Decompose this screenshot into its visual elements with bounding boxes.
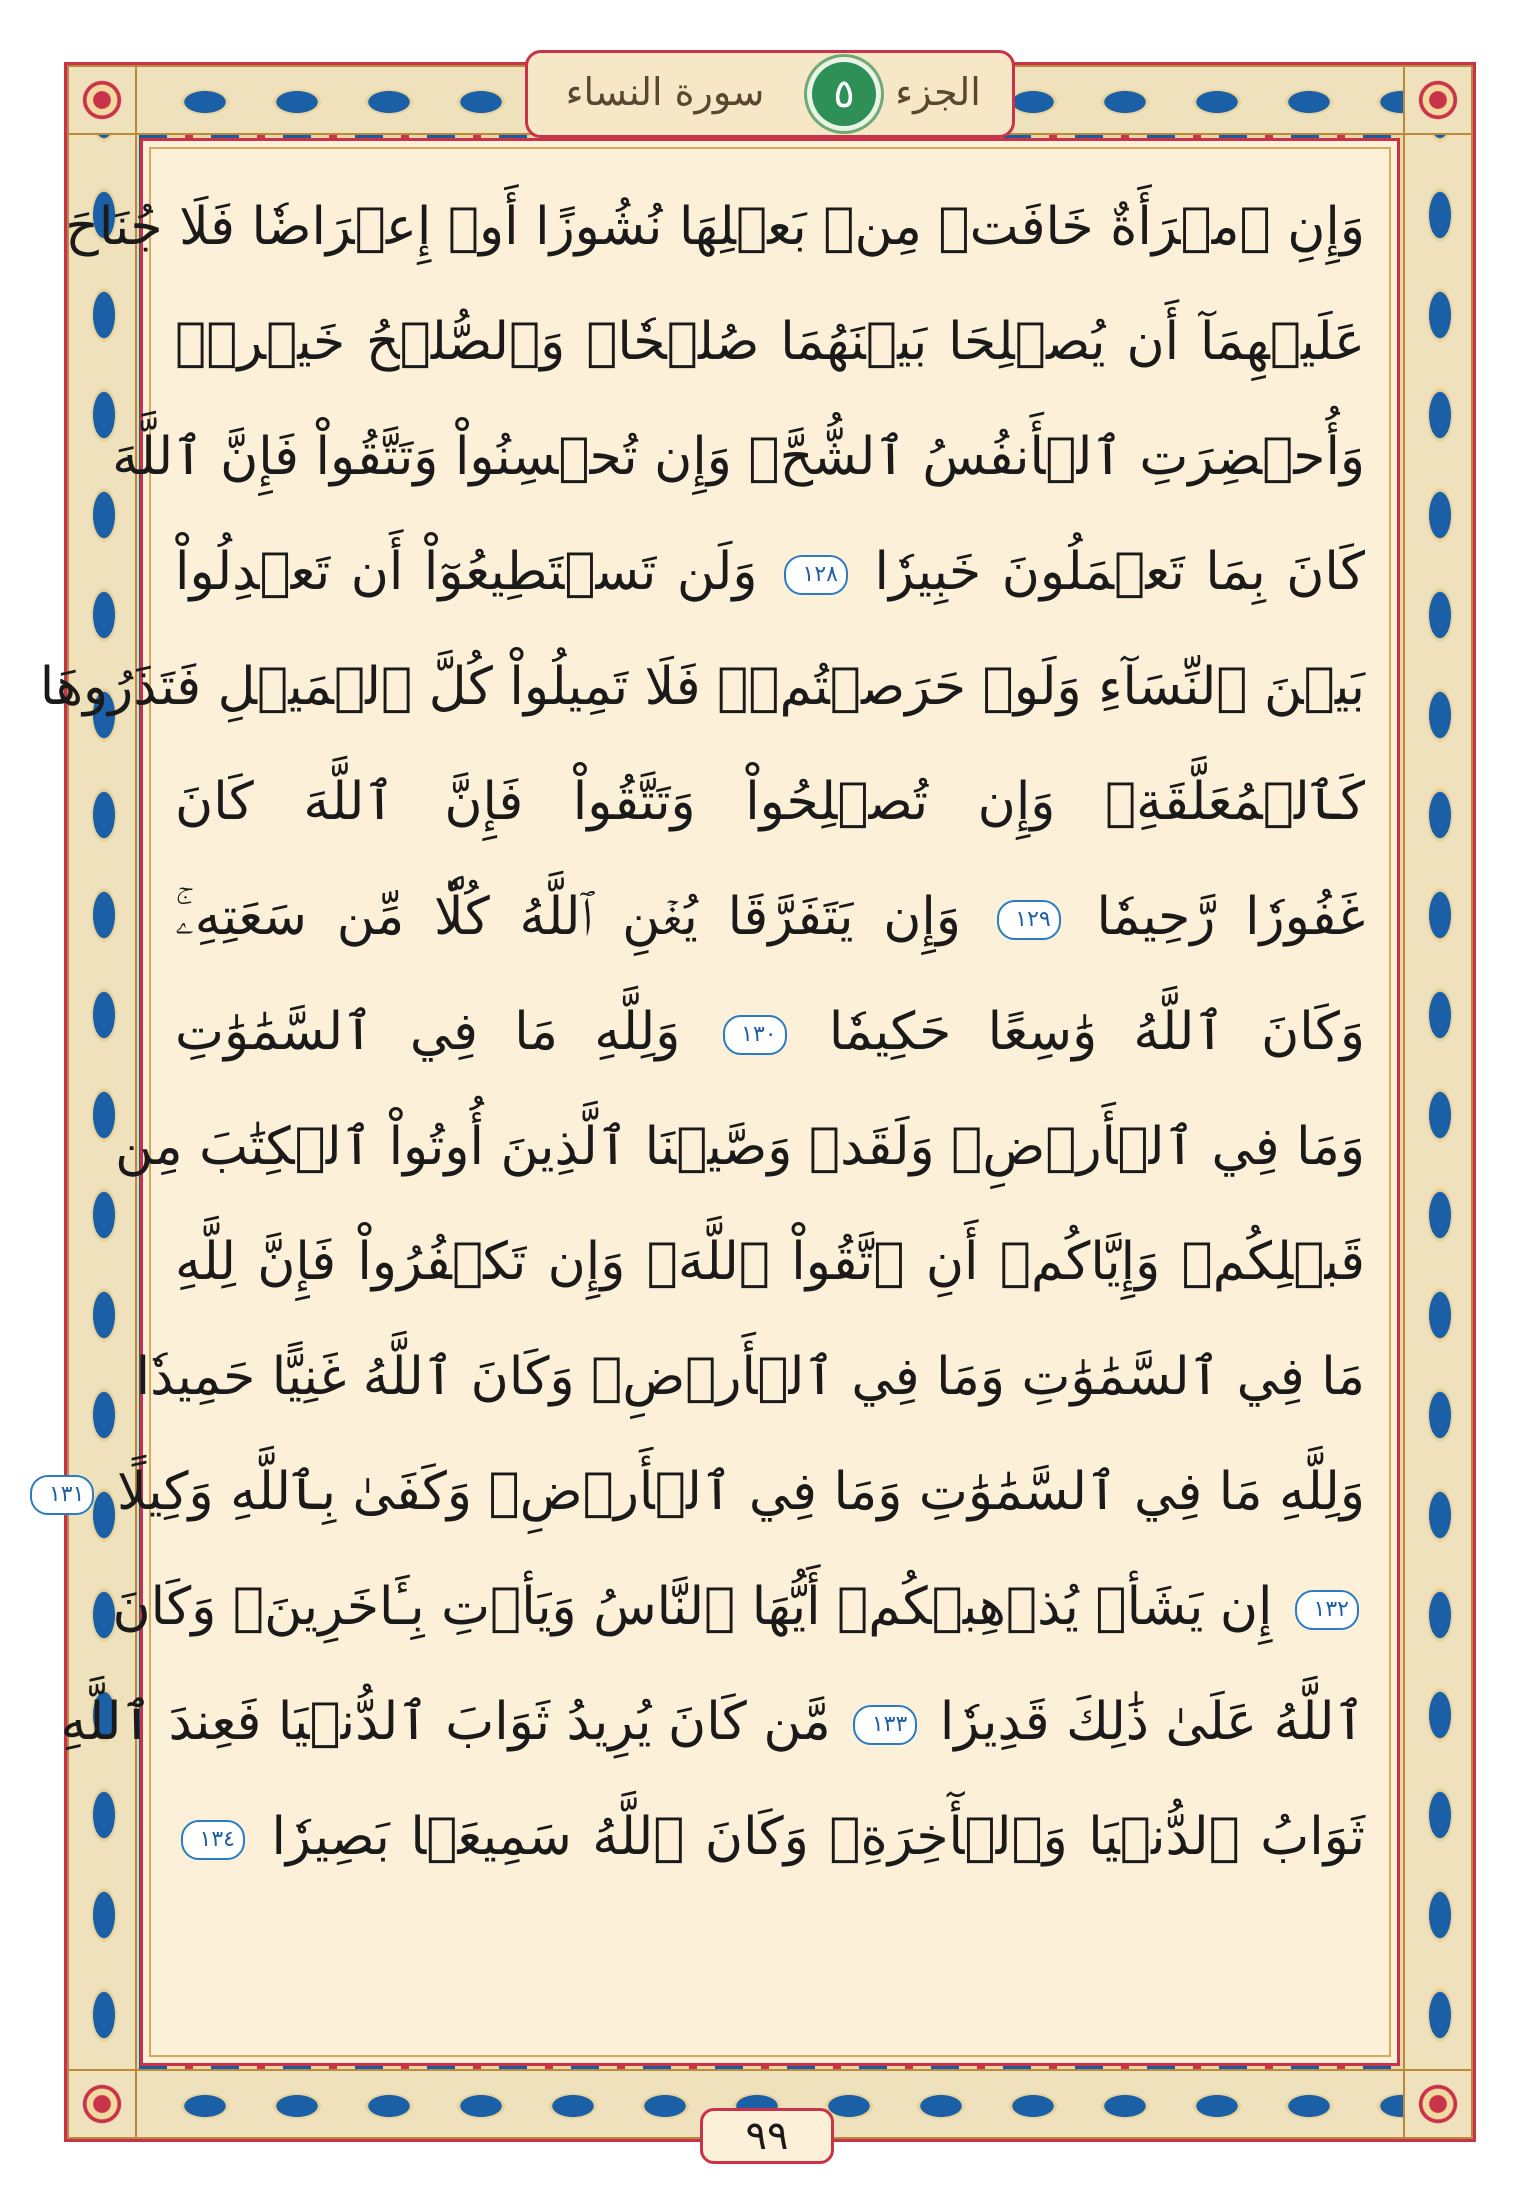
- verse-line: [115, 1090, 1365, 1205]
- verse-line: [135, 1320, 1365, 1435]
- juz-number-badge: ٥: [812, 62, 876, 126]
- corner-ornament-top-left: [67, 65, 137, 135]
- verse-text: وَلِلَّهِ مَا فِي ٱلسَّمَٰوَٰتِ وَمَا فِي ٱلۡأَرۡضِۚ وَكَفَىٰ بِٱللَّهِ وَكِيلًا: [116, 1462, 1365, 1522]
- verse-text: مَا فِي ٱلسَّمَٰوَٰتِ وَمَا فِي ٱلۡأَرۡضِۚ وَكَانَ ٱللَّهُ غَنِيًّا حَمِيدٗا: [135, 1347, 1365, 1407]
- verse-line: [60, 1665, 1365, 1780]
- verse-line: [175, 1780, 1365, 1895]
- ornament-band-right: [1403, 65, 1473, 2139]
- verse-line: [65, 170, 1365, 285]
- ayah-number-marker: ١٣٠: [723, 1015, 787, 1055]
- verse-line: [48, 1435, 1365, 1550]
- verse-text: وَمَا فِي ٱلۡأَرۡضِۗ وَلَقَدۡ وَصَّيۡنَا ٱلَّذِينَ أُوتُواْ ٱلۡكِتَٰبَ مِن: [115, 1117, 1365, 1177]
- verse-line: [175, 285, 1365, 400]
- ayah-number-marker: ١٢٩: [997, 900, 1061, 940]
- verse-text: ثَوَابُ ٱلدُّنۡيَا وَٱلۡأٓخِرَةِۚ وَكَانَ ٱللَّهُ سَمِيعَۢا بَصِيرٗا: [271, 1807, 1366, 1867]
- verse-text: مَّن كَانَ يُرِيدُ ثَوَابَ ٱلدُّنۡيَا فَعِندَ ٱللَّهِ: [60, 1692, 831, 1752]
- ayah-number-marker: ١٣٢: [1295, 1590, 1359, 1630]
- verse-text: عَلَيۡهِمَآ أَن يُصۡلِحَا بَيۡنَهُمَا صُلۡحٗاۚ وَٱلصُّلۡحُ خَيۡرٞۗ: [175, 312, 1365, 372]
- verses-block: [39, 170, 1366, 2050]
- page-number: ٩٩: [745, 2113, 789, 2159]
- verse-text: ٱللَّهُ عَلَىٰ ذَٰلِكَ قَدِيرٗا: [939, 1692, 1365, 1752]
- verse-line: [39, 630, 1365, 745]
- corner-ornament-top-right: [1403, 65, 1473, 135]
- corner-ornament-bottom-right: [1403, 2069, 1473, 2139]
- verse-line: [175, 975, 1365, 1090]
- verse-text: وَإِنِ ٱمۡرَأَةٌ خَافَتۡ مِنۢ بَعۡلِهَا نُشُوزًا أَوۡ إِعۡرَاضٗا فَلَا جُنَاحَ: [65, 197, 1365, 257]
- verse-text: غَفُورٗا رَّحِيمٗا: [1096, 887, 1366, 947]
- verse-text: بَيۡنَ ٱلنِّسَآءِ وَلَوۡ حَرَصۡتُمۡۖ فَلَا تَمِيلُواْ كُلَّ ٱلۡمَيۡلِ فَتَذَرُوهَا: [39, 657, 1365, 717]
- verse-text: وَلَن تَسۡتَطِيعُوٓاْ أَن تَعۡدِلُواْ: [175, 542, 758, 602]
- verse-text: وَإِن يَتَفَرَّقَا يُغۡنِ ٱللَّهُ كُلّٗا مِّن سَعَتِهِۦۚ: [175, 887, 961, 947]
- ayah-number-marker: ١٢٨: [784, 555, 848, 595]
- verse-line: [112, 400, 1365, 515]
- verse-line: [175, 860, 1365, 975]
- verse-text: وَلِلَّهِ مَا فِي ٱلسَّمَٰوَٰتِ: [175, 1002, 681, 1062]
- verse-line: [175, 745, 1365, 860]
- verse-text: قَبۡلِكُمۡ وَإِيَّاكُمۡ أَنِ ٱتَّقُواْ ٱللَّهَۚ وَإِن تَكۡفُرُواْ فَإِنَّ لِلَّهِ: [175, 1232, 1365, 1292]
- verse-text: كَٱلۡمُعَلَّقَةِۚ وَإِن تُصۡلِحُواْ وَتَتَّقُواْ فَإِنَّ ٱللَّهَ كَانَ: [175, 772, 1365, 832]
- verse-line: [175, 515, 1365, 630]
- ayah-number-marker: ١٣٤: [181, 1820, 245, 1860]
- ayah-number-marker: ١٣٣: [853, 1705, 917, 1745]
- surah-name: سورة النساء: [565, 70, 765, 114]
- verse-line: [112, 1550, 1365, 1665]
- verse-text: إِن يَشَأۡ يُذۡهِبۡكُمۡ أَيُّهَا ٱلنَّاسُ وَيَأۡتِ بِـَٔاخَرِينَۚ وَكَانَ: [112, 1577, 1273, 1637]
- corner-ornament-bottom-left: [67, 2069, 137, 2139]
- verse-text: وَأُحۡضِرَتِ ٱلۡأَنفُسُ ٱلشُّحَّۚ وَإِن تُحۡسِنُواْ وَتَتَّقُواْ فَإِنَّ ٱللَّهَ: [112, 427, 1365, 487]
- verse-line: [175, 1205, 1365, 1320]
- verse-text: كَانَ بِمَا تَعۡمَلُونَ خَبِيرٗا: [874, 542, 1366, 602]
- juz-label: الجزء: [895, 70, 981, 114]
- verse-text: وَكَانَ ٱللَّهُ وَٰسِعًا حَكِيمٗا: [828, 1002, 1365, 1062]
- ayah-number-marker: ١٣١: [30, 1475, 94, 1515]
